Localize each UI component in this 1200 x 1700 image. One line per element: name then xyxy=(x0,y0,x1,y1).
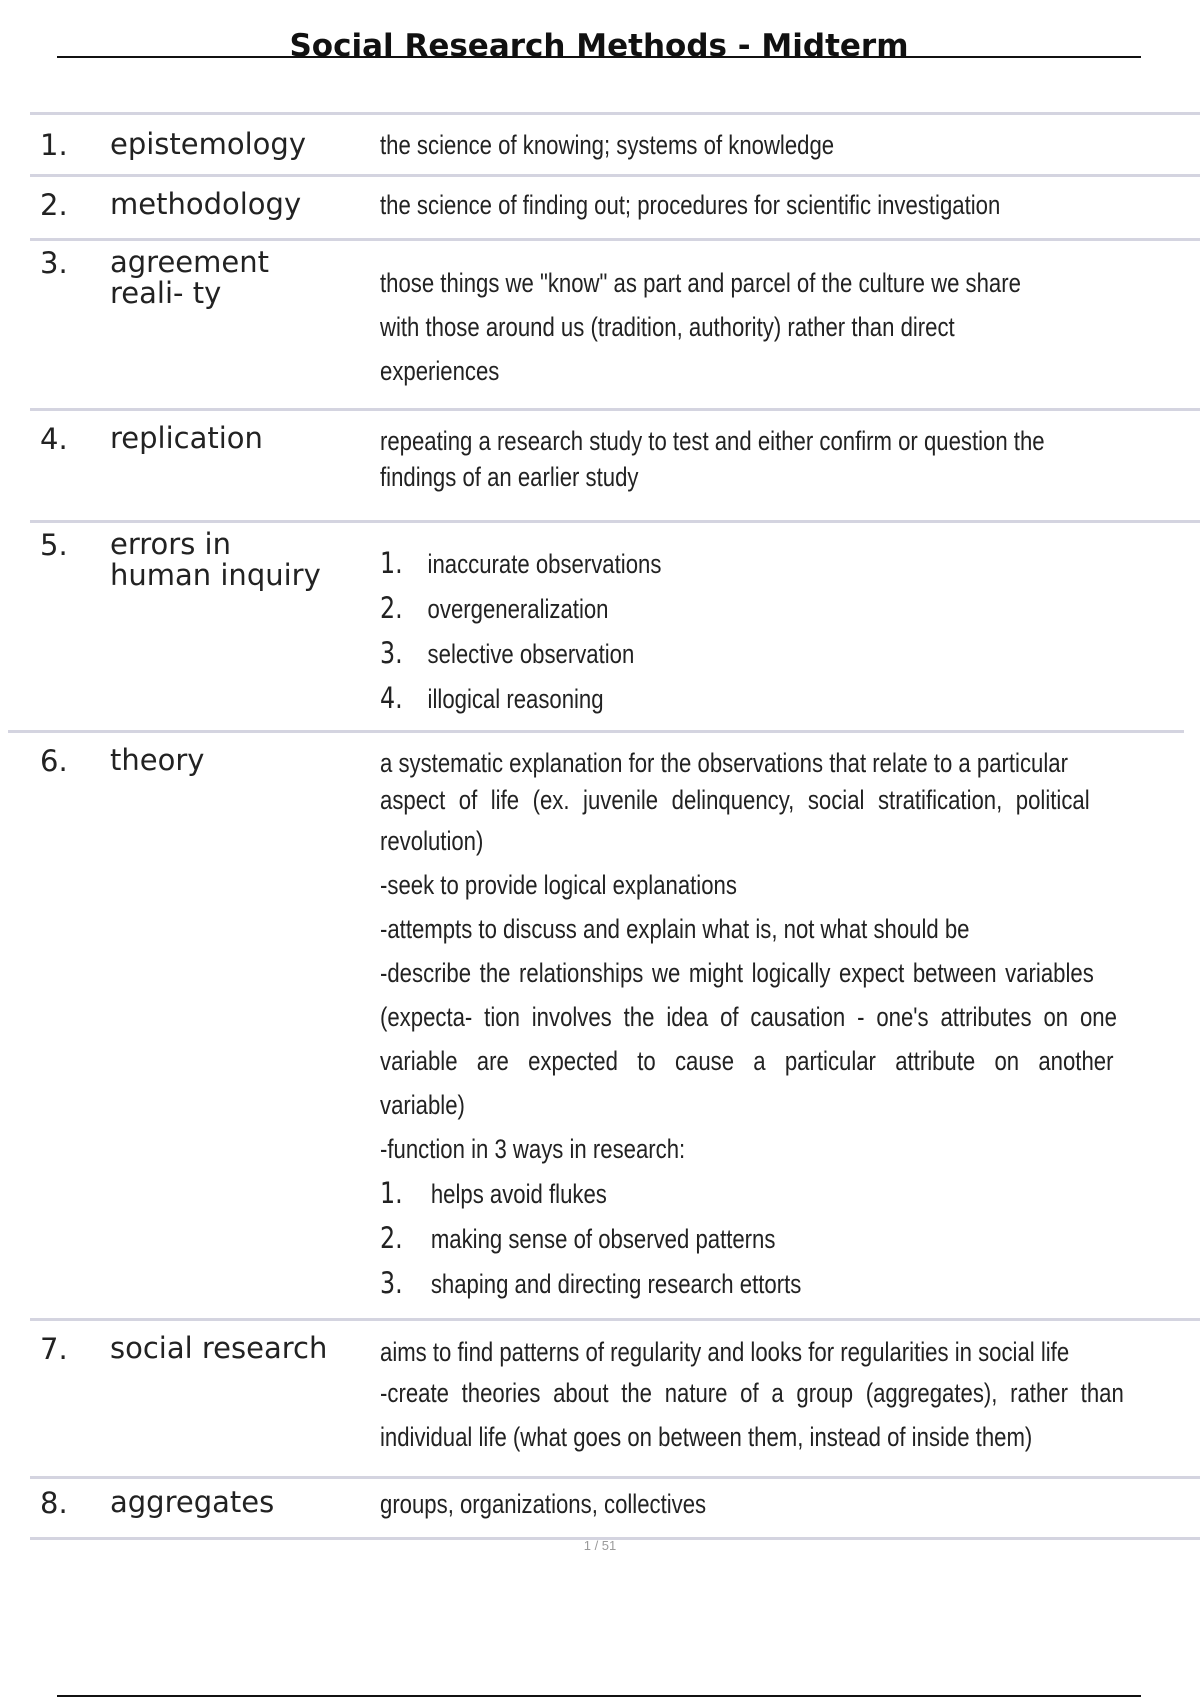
entry-definition xyxy=(380,1487,1066,1521)
entry-definition xyxy=(380,423,1066,495)
entry-term xyxy=(110,247,380,309)
list-item xyxy=(380,631,1066,676)
entry-row-errors-in-human-inquiry xyxy=(30,520,1200,734)
list-text: illogical reasoning xyxy=(427,684,604,714)
definition-line: repeating a research study to test and either confirm or question the xyxy=(380,426,1045,456)
list-text: making sense of observed patterns xyxy=(430,1224,776,1254)
list-text: inaccurate observations xyxy=(427,549,662,579)
entry-definition xyxy=(380,189,1066,221)
list-number: 3. xyxy=(380,636,403,670)
list-item xyxy=(380,1216,1066,1261)
list-number: 3. xyxy=(380,1266,403,1300)
entry-definition xyxy=(380,1333,1124,1459)
entry-row-epistemology xyxy=(30,112,1200,174)
entry-term: replication xyxy=(110,421,263,455)
list-text: overgeneralization xyxy=(427,594,609,624)
entry-number: 2. xyxy=(40,188,68,222)
definition-line: experiences xyxy=(380,356,500,386)
entry-list xyxy=(380,541,1066,721)
list-item xyxy=(380,541,1066,586)
term-line: human inquiry xyxy=(110,558,321,592)
bottom-rule xyxy=(57,1695,1141,1697)
term-line: agreement xyxy=(110,245,269,279)
entry-row-replication xyxy=(30,408,1200,520)
term-line: reali- ty xyxy=(110,276,222,310)
definition-line: individual life (what goes on between them, instead of inside them) xyxy=(380,1422,1033,1452)
definition-line: findings of an earlier study xyxy=(380,462,639,492)
entry-row-aggregates xyxy=(30,1476,1200,1540)
entry-number: 7. xyxy=(40,1332,68,1366)
definition-line: -attempts to discuss and explain what is, not what should be xyxy=(380,914,970,944)
entry-number: 8. xyxy=(40,1486,68,1520)
list-item xyxy=(380,676,1066,721)
entry-number: 6. xyxy=(40,744,68,778)
definition-line: variable) xyxy=(380,1090,465,1120)
definition-line: -describe the relationships we might logically expect between variables xyxy=(380,958,1094,988)
list-text: helps avoid flukes xyxy=(430,1179,607,1209)
entry-number: 1. xyxy=(40,128,68,162)
definition-line: the science of knowing; systems of knowledge xyxy=(380,130,835,160)
entry-definition xyxy=(380,261,1066,393)
list-number: 2. xyxy=(380,591,403,625)
entry-term: social research xyxy=(110,1331,328,1365)
entry-term: theory xyxy=(110,743,205,777)
entry-number: 5. xyxy=(40,528,68,562)
list-text: shaping and directing research ettorts xyxy=(430,1269,802,1299)
entry-term xyxy=(110,529,380,591)
entry-row-social-research xyxy=(30,1318,1200,1476)
entry-number: 3. xyxy=(40,246,68,280)
entry-row-methodology xyxy=(30,174,1200,238)
definition-line: variable are expected to cause a particular attribute on another xyxy=(380,1046,1114,1076)
definition-line: -create theories about the nature of a group (aggregates), rather than xyxy=(380,1378,1124,1408)
definition-line: -function in 3 ways in research: xyxy=(380,1134,686,1164)
definition-line: aspect of life (ex. juvenile delinquency, social stratification, political xyxy=(380,785,1090,815)
list-number: 1. xyxy=(380,1176,403,1210)
definition-line: (expecta- tion involves the idea of causation - one's attributes on one xyxy=(380,1002,1117,1032)
list-number: 1. xyxy=(380,546,403,580)
entry-term: aggregates xyxy=(110,1485,275,1519)
page-title: Social Research Methods - Midterm xyxy=(289,28,909,64)
definition-line: revolution) xyxy=(380,826,484,856)
list-number: 2. xyxy=(380,1221,403,1255)
entry-definition xyxy=(380,129,1066,161)
entry-number: 4. xyxy=(40,422,68,456)
definition-line: the science of finding out; procedures for scientific investigation xyxy=(380,190,1001,220)
entry-row-agreement-reality xyxy=(30,238,1200,408)
term-line: errors in xyxy=(110,527,231,561)
definition-line: with those around us (tradition, authority) rather than direct xyxy=(380,312,955,342)
list-item xyxy=(380,586,1066,631)
page-indicator: 1 / 51 xyxy=(583,1538,617,1553)
list-number: 4. xyxy=(380,681,403,715)
entry-row-theory xyxy=(8,730,1184,1318)
list-item xyxy=(380,1171,1066,1216)
list-item xyxy=(380,1261,1066,1306)
definition-line: a systematic explanation for the observations that relate to a particular xyxy=(380,748,1068,778)
definition-line: -seek to provide logical explanations xyxy=(380,870,737,900)
list-text: selective observation xyxy=(427,639,635,669)
entry-term: epistemology xyxy=(110,127,306,161)
entry-term: methodology xyxy=(110,187,302,221)
page-header xyxy=(57,28,1141,64)
entry-definition xyxy=(380,745,1117,1306)
definition-line: those things we "know" as part and parcel of the culture we share xyxy=(380,268,1021,298)
definition-line: aims to find patterns of regularity and looks for regularities in social life xyxy=(380,1337,1070,1367)
definition-line: groups, organizations, collectives xyxy=(380,1489,707,1519)
